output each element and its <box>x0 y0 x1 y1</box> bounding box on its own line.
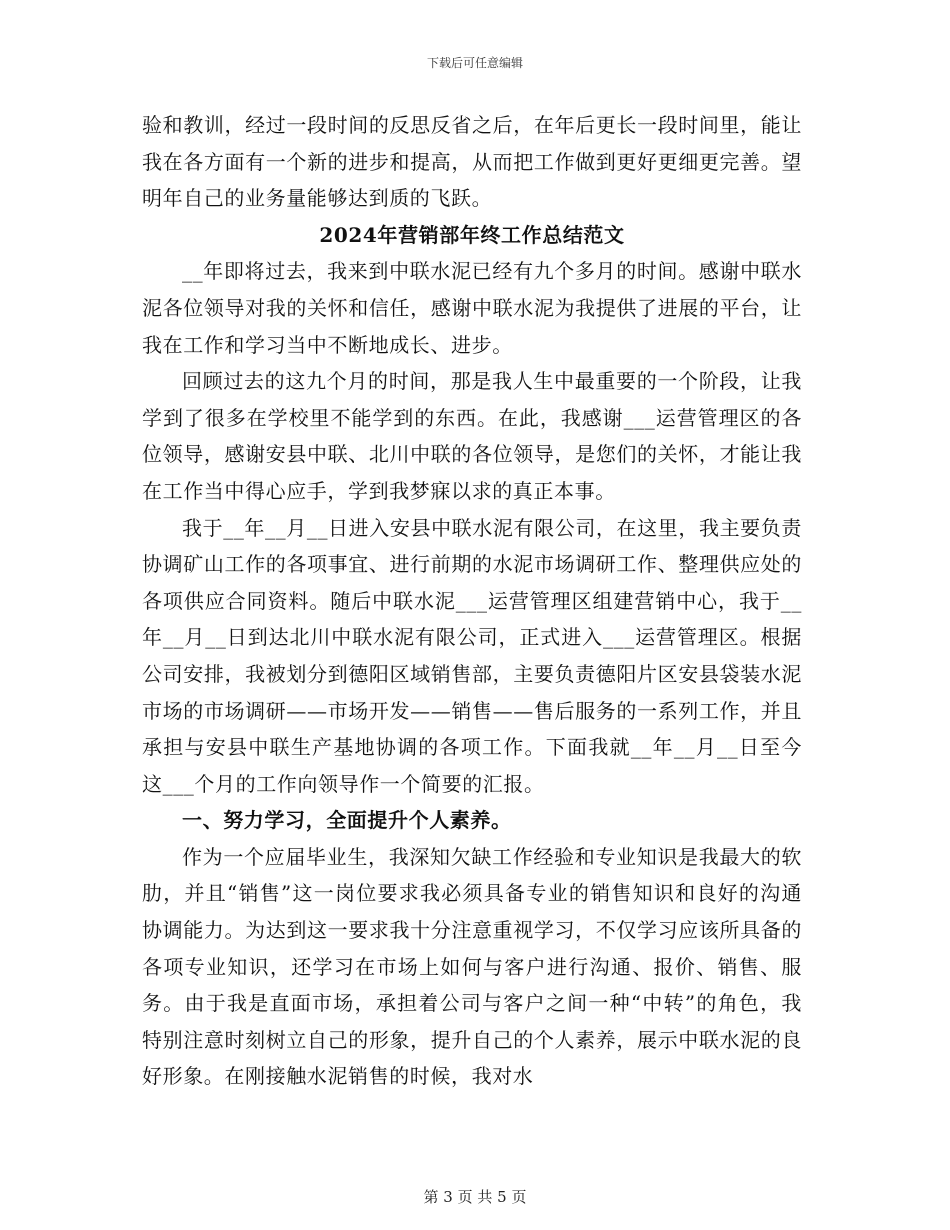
page-number: 第 3 页 共 5 页 <box>423 1188 527 1206</box>
section-paragraph: 作为一个应届毕业生，我深知欠缺工作经验和专业知识是我最大的软肋，并且“销售”这一岗位要求我必须具备专业的销售知识和良好的沟通协调能力。为达到这一要求我十分注意重视学习，不仅学习应该所具备的各项专业知识，还学习在市场上如何与客户进行沟通、报价、销售、服务。由于我是直面市场，承担着公司与客户之间一种“中转”的角色，我特别注意时刻树立自己的形象，提升自己的个人素养，展示中联水泥的良好形象。在刚接触水泥销售的时候，我对水 <box>142 844 802 1089</box>
document-title: 2024年营销部年终工作总结范文 <box>319 222 625 247</box>
body-paragraph: 我于__年__月__日进入安县中联水泥有限公司，在这里，我主要负责协调矿山工作的各项事宜、进行前期的水泥市场调研工作、整理供应处的各项供应合同资料。随后中联水泥___运营管理区组建营销中心，我于__年__月__日到达北川中联水泥有限公司，正式进入___运营管理区。根据公司安排，我被划分到德阳区域销售部，主要负责德阳片区安县袋装水泥市场的市场调研——市场开发——销售——售后服务的一系列工作，并且承担与安县中联生产基地协调的各项工作。下面我就__年__月__日至今这___个月的工作向领导作一个简要的汇报。 <box>142 515 802 796</box>
page-header: 下载后可任意编辑 <box>426 56 523 70</box>
body-paragraph: 回顾过去的这九个月的时间，那是我人生中最重要的一个阶段，让我学到了很多在学校里不能学到的东西。在此，我感谢___运营管理区的各位领导，感谢安县中联、北川中联的各位领导，是您们的关怀，才能让我在工作当中得心应手，学到我梦寐以求的真正本事。 <box>142 369 802 503</box>
section-heading: 一、努力学习，全面提升个人素养。 <box>182 808 512 833</box>
document-body <box>142 107 802 1095</box>
body-paragraph: __年即将过去，我来到中联水泥已经有九个多月的时间。感谢中联水泥各位领导对我的关怀和信任，感谢中联水泥为我提供了进展的平台，让我在工作和学习当中不断地成长、进步。 <box>142 259 802 357</box>
intro-paragraph: 验和教训，经过一段时间的反思反省之后，在年后更长一段时间里，能让我在各方面有一个新的进步和提高，从而把工作做到更好更细更完善。望明年自己的业务量能够达到质的飞跃。 <box>142 113 802 211</box>
